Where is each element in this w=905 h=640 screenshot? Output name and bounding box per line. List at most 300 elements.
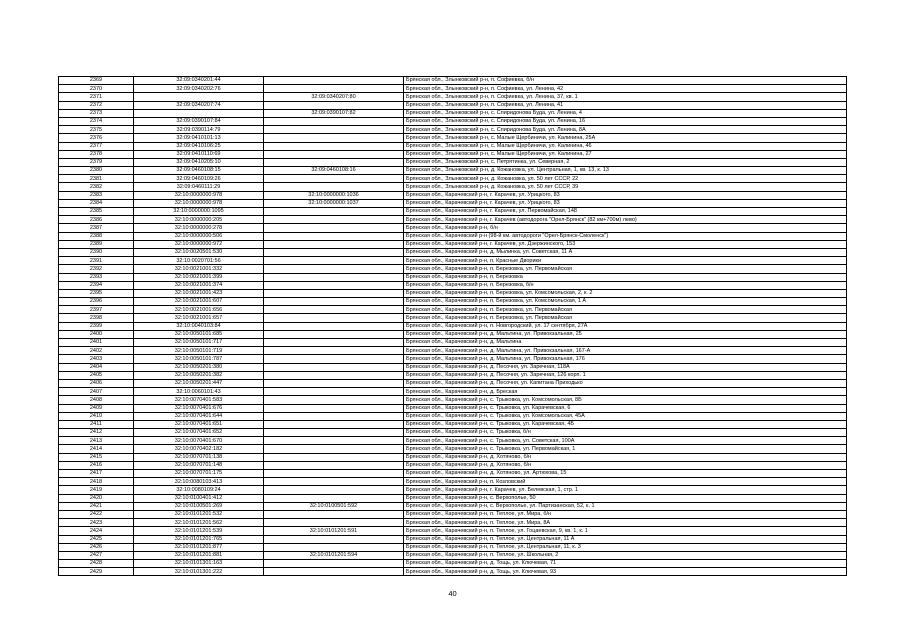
address-cell: Брянская обл., Карачевский р-н, д. Мальтина, ул. Привокзальная, 167-А [404, 347, 847, 355]
table-row [59, 240, 847, 248]
cadastral-number-alt-cell [264, 117, 404, 125]
cadastral-number-alt-cell [264, 240, 404, 248]
table-row [59, 412, 847, 420]
cadastral-number-alt-cell [264, 158, 404, 166]
row-number-cell: 2377 [59, 142, 134, 150]
address-cell: Брянская обл., Карачевский р-н, д. Тощь, ул. Ключевая, 93 [404, 568, 847, 576]
table-row [59, 142, 847, 150]
table-row [59, 420, 847, 428]
cadastral-number-alt-cell [264, 519, 404, 527]
address-cell: Брянская обл., Злынковский р-н, п. Софиевка, ул. Ленина, 41 [404, 101, 847, 109]
cadastral-number-cell: 32:09:0410106:25 [134, 142, 264, 150]
table-row [59, 101, 847, 109]
address-cell: Брянская обл., Карачевский р-н, п. Теплое, ул. Мира, б/н [404, 510, 847, 518]
cadastral-number-cell: 32:10:0101201:539 [134, 527, 264, 535]
row-number-cell: 2370 [59, 85, 134, 93]
address-cell: Брянская обл., Злынковский р-н, с. Малые Щербиничи, ул. Калинина, 25А [404, 134, 847, 142]
address-cell: Брянская обл., Карачевский р-н, г. Карачев, ул. Первомайская, 148 [404, 208, 847, 216]
address-cell: Брянская обл., Злынковский р-н, д. Кожановка, ул. 50 лет СССР, 22 [404, 175, 847, 183]
address-cell: Брянская обл., Злынковский р-н, с. Малые Щербиничи, ул. Калинина, 46 [404, 142, 847, 150]
row-number-cell: 2416 [59, 461, 134, 469]
cadastral-number-alt-cell [264, 510, 404, 518]
table-row [59, 510, 847, 518]
cadastral-number-alt-cell [264, 150, 404, 158]
table-row [59, 117, 847, 125]
table-row [59, 339, 847, 347]
table-row [59, 453, 847, 461]
cadastral-number-cell: 32:10:0101201:765 [134, 535, 264, 543]
address-cell: Брянская обл., Карачевский р-н, г. Карачев, ул. Дзержинского, 153 [404, 240, 847, 248]
address-cell: Брянская обл., Карачевский р-н, д. Хотяново, б/н [404, 461, 847, 469]
cadastral-number-cell: 32:10:0050101:787 [134, 355, 264, 363]
cadastral-number-cell: 32:10:0000000:205 [134, 216, 264, 224]
row-number-cell: 2371 [59, 93, 134, 101]
row-number-cell: 2389 [59, 240, 134, 248]
row-number-cell: 2393 [59, 273, 134, 281]
row-number-cell: 2423 [59, 519, 134, 527]
address-cell: Брянская обл., Карачевский р-н, п. Березовка, ул. Комсомольская, 1 А [404, 298, 847, 306]
cadastral-number-alt-cell [264, 314, 404, 322]
address-cell: Брянская обл., Карачевский р-н, д. Мальтина, ул. Привокзальная, 176 [404, 355, 847, 363]
cadastral-number-cell: 32:10:0050101:719 [134, 347, 264, 355]
cadastral-number-alt-cell [264, 486, 404, 494]
cadastral-number-cell: 32:10:0000000:972 [134, 240, 264, 248]
address-cell: Брянская обл., Злынковский р-н, д. Кожановка, ул. Центральная, 1, кв. 13, к. 13 [404, 167, 847, 175]
table-row [59, 371, 847, 379]
table-row [59, 109, 847, 117]
table-row [59, 175, 847, 183]
cadastral-number-cell: 32:10:0070402:182 [134, 445, 264, 453]
row-number-cell: 2429 [59, 568, 134, 576]
address-cell: Брянская обл., Карачевский р-н, п. Теплое, ул. Мира, 8А [404, 519, 847, 527]
property-table [58, 76, 847, 576]
row-number-cell: 2376 [59, 134, 134, 142]
row-number-cell: 2379 [59, 158, 134, 166]
address-cell: Брянская обл., Карачевский р-н, д. Тощь, ул. Ключевая, 71 [404, 560, 847, 568]
table-row [59, 404, 847, 412]
cadastral-number-cell: 32:10:0100401:412 [134, 494, 264, 502]
cadastral-number-cell: 32:10:0101201:532 [134, 510, 264, 518]
row-number-cell: 2424 [59, 527, 134, 535]
cadastral-number-cell: 32:10:0000000:978 [134, 199, 264, 207]
cadastral-number-cell: 32:10:0070701:138 [134, 453, 264, 461]
address-cell: Брянская обл., Карачевский р-н, с. Верхополье, 50 [404, 494, 847, 502]
table-row [59, 519, 847, 527]
row-number-cell: 2402 [59, 347, 134, 355]
address-cell: Брянская обл., Карачевский р-н, д. Песочня, ул. Заречная, 118А [404, 363, 847, 371]
cadastral-number-alt-cell [264, 339, 404, 347]
address-cell: Брянская обл., Карачевский р-н, с. Трыковка, ул. Карачевская, 6 [404, 404, 847, 412]
cadastral-number-cell [134, 109, 264, 117]
row-number-cell: 2425 [59, 535, 134, 543]
cadastral-number-alt-cell [264, 134, 404, 142]
cadastral-number-alt-cell [264, 306, 404, 314]
cadastral-number-alt-cell [264, 330, 404, 338]
cadastral-number-alt-cell [264, 281, 404, 289]
row-number-cell: 2386 [59, 216, 134, 224]
cadastral-number-cell: 32:10:0050101:717 [134, 339, 264, 347]
row-number-cell: 2372 [59, 101, 134, 109]
cadastral-number-cell: 32:09:0410110:69 [134, 150, 264, 158]
row-number-cell: 2369 [59, 77, 134, 85]
address-cell: Брянская обл., Карачевский р-н, с. Трыковка, ул. Карачевская, 4Б [404, 420, 847, 428]
cadastral-number-cell: 32:09:0340207:74 [134, 101, 264, 109]
table-row [59, 126, 847, 134]
table-row [59, 281, 847, 289]
cadastral-number-alt-cell [264, 248, 404, 256]
row-number-cell: 2391 [59, 257, 134, 265]
row-number-cell: 2390 [59, 248, 134, 256]
cadastral-number-alt-cell [264, 371, 404, 379]
row-number-cell: 2388 [59, 232, 134, 240]
cadastral-number-alt-cell [264, 437, 404, 445]
cadastral-number-cell: 32:10:0021001:423 [134, 289, 264, 297]
cadastral-number-alt-cell [264, 494, 404, 502]
row-number-cell: 2383 [59, 191, 134, 199]
cadastral-number-cell: 32:10:0070401:676 [134, 404, 264, 412]
cadastral-number-alt-cell [264, 347, 404, 355]
address-cell: Брянская обл., Злынковский р-н, с. Спиридонова Буда, ул. Ленина, 16 [404, 117, 847, 125]
cadastral-number-cell: 32:09:0390114:79 [134, 126, 264, 134]
cadastral-number-cell: 32:10:0070401:583 [134, 396, 264, 404]
table-row [59, 257, 847, 265]
row-number-cell: 2406 [59, 379, 134, 387]
address-cell: Брянская обл., Карачевский р-н, п. Теплое, ул. Школьная, 2 [404, 551, 847, 559]
cadastral-number-alt-cell [264, 322, 404, 330]
table-row [59, 224, 847, 232]
cadastral-number-alt-cell [264, 478, 404, 486]
address-cell: Брянская обл., Карачевский р-н, п. Теплое, ул. Центральная, 11, к. 3 [404, 543, 847, 551]
table-row [59, 437, 847, 445]
row-number-cell: 2417 [59, 470, 134, 478]
row-number-cell: 2407 [59, 388, 134, 396]
address-cell: Брянская обл., Злынковский р-н, с. Спиридонова Буда, ул. Ленина, 8А [404, 126, 847, 134]
cadastral-number-alt-cell [264, 388, 404, 396]
cadastral-number-cell: 32:10:0050201:447 [134, 379, 264, 387]
address-cell: Брянская обл., Карачевский р-н, с. Трыковка, ул. Комсомольская, 45А [404, 412, 847, 420]
cadastral-number-cell: 32:10:0020701:56 [134, 257, 264, 265]
address-cell: Брянская обл., Карачевский р-н, с. Трыковка, ул. Комсомольская, 8Б [404, 396, 847, 404]
cadastral-number-alt-cell [264, 85, 404, 93]
row-number-cell: 2374 [59, 117, 134, 125]
row-number-cell: 2427 [59, 551, 134, 559]
cadastral-number-alt-cell [264, 77, 404, 85]
row-number-cell: 2415 [59, 453, 134, 461]
cadastral-number-cell: 32:09:0460108:15 [134, 167, 264, 175]
cadastral-number-cell: 32:10:0021001:656 [134, 306, 264, 314]
address-cell: Брянская обл., Карачевский р-н, б/н [404, 224, 847, 232]
row-number-cell: 2384 [59, 199, 134, 207]
cadastral-number-cell: 32:10:0100501:269 [134, 502, 264, 510]
cadastral-number-cell: 32:10:0070401:651 [134, 420, 264, 428]
address-cell: Брянская обл., Карачевский р-н, с. Трыковка, ул. Советская, 100А [404, 437, 847, 445]
cadastral-number-alt-cell: 32:10:0101201:591 [264, 527, 404, 535]
cadastral-number-cell: 32:10:0101301:163 [134, 560, 264, 568]
cadastral-number-cell: 32:09:0410205:10 [134, 158, 264, 166]
cadastral-number-cell: 32:09:0340202:76 [134, 85, 264, 93]
row-number-cell: 2421 [59, 502, 134, 510]
cadastral-number-alt-cell [264, 101, 404, 109]
row-number-cell: 2403 [59, 355, 134, 363]
cadastral-number-alt-cell [264, 568, 404, 576]
table-row [59, 322, 847, 330]
table-row [59, 388, 847, 396]
address-cell: Брянская обл., Карачевский р-н, с. Трыковка, ул. Первомайская, 1 [404, 445, 847, 453]
cadastral-number-alt-cell [264, 461, 404, 469]
row-number-cell: 2397 [59, 306, 134, 314]
address-cell: Брянская обл., Карачевский р-н, д. Хотяново, ул. Артюхова, 15 [404, 470, 847, 478]
cadastral-number-cell: 32:10:0070701:175 [134, 470, 264, 478]
row-number-cell: 2394 [59, 281, 134, 289]
cadastral-number-cell: 32:10:0101201:877 [134, 543, 264, 551]
address-cell: Брянская обл., Карачевский р-н, п. Березовка, б/н [404, 281, 847, 289]
address-cell: Брянская обл., Карачевский р-н, г. Карачев, ул. Урицкого, 83 [404, 199, 847, 207]
table-row [59, 461, 847, 469]
address-cell: Брянская обл., Карачевский р-н, д. Песочня, ул. Капитана Приходько [404, 379, 847, 387]
row-number-cell: 2419 [59, 486, 134, 494]
table-row [59, 379, 847, 387]
row-number-cell: 2409 [59, 404, 134, 412]
cadastral-number-cell: 32:10:0021001:399 [134, 273, 264, 281]
row-number-cell: 2418 [59, 478, 134, 486]
cadastral-number-cell: 32:10:0101301:222 [134, 568, 264, 576]
cadastral-number-alt-cell [264, 453, 404, 461]
cadastral-number-cell: 32:10:0000000:978 [134, 191, 264, 199]
table-row [59, 494, 847, 502]
table-row [59, 306, 847, 314]
cadastral-number-alt-cell: 32:09:0390107:82 [264, 109, 404, 117]
cadastral-number-alt-cell [264, 363, 404, 371]
cadastral-number-cell: 32:10:0021001:657 [134, 314, 264, 322]
cadastral-number-cell: 32:10:0080103:413 [134, 478, 264, 486]
cadastral-number-alt-cell [264, 412, 404, 420]
cadastral-number-alt-cell: 32:10:0100501:592 [264, 502, 404, 510]
address-cell: Брянская обл., Злынковский р-н, п. Софиевка, ул. Ленина, 37, кв. 1 [404, 93, 847, 101]
address-cell: Брянская обл., Карачевский р-н, п. Березовка, ул. Комсомольская, 2, к. 2 [404, 289, 847, 297]
row-number-cell: 2392 [59, 265, 134, 273]
row-number-cell: 2422 [59, 510, 134, 518]
row-number-cell: 2399 [59, 322, 134, 330]
row-number-cell: 2412 [59, 429, 134, 437]
table-row [59, 363, 847, 371]
cadastral-number-alt-cell [264, 420, 404, 428]
row-number-cell: 2426 [59, 543, 134, 551]
address-cell: Брянская обл., Карачевский р-н, д. Бреская [404, 388, 847, 396]
row-number-cell: 2405 [59, 371, 134, 379]
cadastral-number-alt-cell: 32:09:0460108:16 [264, 167, 404, 175]
cadastral-number-cell: 32:10:0050201:382 [134, 371, 264, 379]
cadastral-number-alt-cell: 32:10:0000000:1037 [264, 199, 404, 207]
row-number-cell: 2410 [59, 412, 134, 420]
cadastral-number-alt-cell: 32:10:0101201:594 [264, 551, 404, 559]
table-row [59, 502, 847, 510]
table-row [59, 330, 847, 338]
cadastral-number-alt-cell [264, 404, 404, 412]
cadastral-number-cell: 32:10:0060101:43 [134, 388, 264, 396]
cadastral-number-alt-cell [264, 216, 404, 224]
cadastral-number-alt-cell [264, 183, 404, 191]
property-table-body [59, 77, 847, 576]
cadastral-number-alt-cell: 32:10:0000000:1036 [264, 191, 404, 199]
cadastral-number-alt-cell [264, 535, 404, 543]
row-number-cell: 2404 [59, 363, 134, 371]
address-cell: Брянская обл., Злынковский р-н, п. Софиевка, ул. Ленина, 42 [404, 85, 847, 93]
cadastral-number-alt-cell [264, 543, 404, 551]
table-row [59, 248, 847, 256]
table-row [59, 543, 847, 551]
row-number-cell: 2373 [59, 109, 134, 117]
table-row [59, 150, 847, 158]
table-row [59, 478, 847, 486]
address-cell: Брянская обл., Карачевский р-н, п. Березовка, ул. Первомайская [404, 306, 847, 314]
table-row [59, 551, 847, 559]
address-cell: Брянская обл., Карачевский р-н, д. Мальтина [404, 339, 847, 347]
address-cell: Брянская обл., Карачевский р-н, п. Новгородский, ул. 17 сентября, 27А [404, 322, 847, 330]
table-row [59, 396, 847, 404]
address-cell: Брянская обл., Злынковский р-н, с. Спиридонова Буда, ул. Ленина, 4 [404, 109, 847, 117]
row-number-cell: 2414 [59, 445, 134, 453]
cadastral-number-cell: 32:10:0040103:84 [134, 322, 264, 330]
cadastral-number-alt-cell [264, 142, 404, 150]
cadastral-number-cell: 32:09:0390107:84 [134, 117, 264, 125]
table-row [59, 527, 847, 535]
row-number-cell: 2381 [59, 175, 134, 183]
address-cell: Брянская обл., Карачевский р-н, г. Карачев, ул. Белевская, 1, стр. 1 [404, 486, 847, 494]
table-row [59, 429, 847, 437]
cadastral-number-alt-cell [264, 355, 404, 363]
table-row [59, 535, 847, 543]
cadastral-number-cell: 32:10:0050101:685 [134, 330, 264, 338]
cadastral-number-cell: 32:10:0070401:652 [134, 429, 264, 437]
cadastral-number-alt-cell [264, 126, 404, 134]
cadastral-number-cell: 32:10:0021001:607 [134, 298, 264, 306]
cadastral-number-cell: 32:10:0000000:278 [134, 224, 264, 232]
address-cell: Брянская обл., Карачевский р-н, п. Теплое, ул. Центральная, 11 А [404, 535, 847, 543]
cadastral-number-cell: 32:10:0080109:24 [134, 486, 264, 494]
cadastral-number-alt-cell [264, 298, 404, 306]
table-row [59, 158, 847, 166]
address-cell: Брянская обл., Карачевский р-н (98-й км. автодороги "Орел-Брянск-Смоленск") [404, 232, 847, 240]
row-number-cell: 2375 [59, 126, 134, 134]
address-cell: Брянская обл., Карачевский р-н, г. Карачев (автодорога "Орел-Брянск" (82 км+700м) лево) [404, 216, 847, 224]
table-row [59, 134, 847, 142]
table-row [59, 298, 847, 306]
table-row [59, 265, 847, 273]
address-cell: Брянская обл., Карачевский р-н, д. Мальтина, ул. Привокзальная, 25 [404, 330, 847, 338]
cadastral-number-alt-cell [264, 224, 404, 232]
row-number-cell: 2378 [59, 150, 134, 158]
cadastral-number-alt-cell [264, 445, 404, 453]
cadastral-number-cell: 32:10:0000000:1095 [134, 208, 264, 216]
table-row [59, 167, 847, 175]
cadastral-number-alt-cell [264, 396, 404, 404]
cadastral-number-cell: 32:09:0460109:26 [134, 175, 264, 183]
table-row [59, 289, 847, 297]
cadastral-number-cell: 32:09:0340201:44 [134, 77, 264, 85]
cadastral-number-cell: 32:10:0070401:644 [134, 412, 264, 420]
row-number-cell: 2387 [59, 224, 134, 232]
address-cell: Брянская обл., Злынковский р-н, с. Петрятинка, ул. Северная, 2 [404, 158, 847, 166]
cadastral-number-alt-cell [264, 232, 404, 240]
cadastral-number-cell: 32:09:0460111:29 [134, 183, 264, 191]
row-number-cell: 2395 [59, 289, 134, 297]
cadastral-number-cell: 32:10:0000000:506 [134, 232, 264, 240]
cadastral-number-alt-cell [264, 273, 404, 281]
cadastral-number-cell [134, 93, 264, 101]
address-cell: Брянская обл., Злынковский р-н, с. Малые Щербиничи, ул. Калинина, 27 [404, 150, 847, 158]
address-cell: Брянская обл., Злынковский р-н, д. Кожановка, ул. 50 лет СССР, 39 [404, 183, 847, 191]
address-cell: Брянская обл., Карачевский р-н, п. Теплое, ул. Гоцаевская, 9, кв. 1, к. 1 [404, 527, 847, 535]
table-row [59, 216, 847, 224]
cadastral-number-alt-cell [264, 470, 404, 478]
row-number-cell: 2413 [59, 437, 134, 445]
cadastral-number-cell: 32:10:0021001:374 [134, 281, 264, 289]
table-row [59, 568, 847, 576]
row-number-cell: 2382 [59, 183, 134, 191]
table-row [59, 273, 847, 281]
cadastral-number-alt-cell [264, 379, 404, 387]
table-row [59, 560, 847, 568]
address-cell: Брянская обл., Карачевский р-н, г. Карачев, ул. Урицкого, 83 [404, 191, 847, 199]
row-number-cell: 2411 [59, 420, 134, 428]
table-row [59, 93, 847, 101]
cadastral-number-cell: 32:09:0410101:13 [134, 134, 264, 142]
page-number: 40 [448, 589, 457, 598]
cadastral-number-alt-cell [264, 208, 404, 216]
table-row [59, 208, 847, 216]
cadastral-number-cell: 32:10:0101201:562 [134, 519, 264, 527]
row-number-cell: 2400 [59, 330, 134, 338]
table-row [59, 77, 847, 85]
table-row [59, 486, 847, 494]
row-number-cell: 2420 [59, 494, 134, 502]
table-row [59, 85, 847, 93]
cadastral-number-cell: 32:10:0070401:670 [134, 437, 264, 445]
cadastral-number-cell: 32:10:0021001:332 [134, 265, 264, 273]
table-row [59, 232, 847, 240]
cadastral-number-alt-cell [264, 175, 404, 183]
table-row [59, 347, 847, 355]
table-row [59, 199, 847, 207]
address-cell: Брянская обл., Карачевский р-н, п. Березовка, ул. Первомайская [404, 314, 847, 322]
cadastral-number-cell: 32:10:0050201:380 [134, 363, 264, 371]
cadastral-number-alt-cell [264, 257, 404, 265]
address-cell: Брянская обл., Злынковский р-н, п. Софиевка, б/н [404, 77, 847, 85]
address-cell: Брянская обл., Карачевский р-н, п. Березовка, ул. Первомайская [404, 265, 847, 273]
cadastral-number-cell: 32:10:0020501:530 [134, 248, 264, 256]
table-row [59, 470, 847, 478]
table-row [59, 183, 847, 191]
address-cell: Брянская обл., Карачевский р-н, с. Трыковка, б/н [404, 429, 847, 437]
row-number-cell: 2401 [59, 339, 134, 347]
cadastral-number-alt-cell [264, 560, 404, 568]
row-number-cell: 2408 [59, 396, 134, 404]
row-number-cell: 2428 [59, 560, 134, 568]
cadastral-number-alt-cell [264, 289, 404, 297]
address-cell: Брянская обл., Карачевский р-н, п. Березовка [404, 273, 847, 281]
row-number-cell: 2398 [59, 314, 134, 322]
cadastral-number-alt-cell: 32:09:0340207:80 [264, 93, 404, 101]
address-cell: Брянская обл., Карачевский р-н, п. Козловский [404, 478, 847, 486]
table-row [59, 314, 847, 322]
row-number-cell: 2380 [59, 167, 134, 175]
address-cell: Брянская обл., Карачевский р-н, д. Песочня, ул. Заречная, 126 корп. 1 [404, 371, 847, 379]
address-cell: Брянская обл., Карачевский р-н, п. Красные Дворики [404, 257, 847, 265]
address-cell: Брянская обл., Карачевский р-н, д. Хотяново, б/н [404, 453, 847, 461]
table-row [59, 191, 847, 199]
row-number-cell: 2396 [59, 298, 134, 306]
cadastral-number-alt-cell [264, 429, 404, 437]
